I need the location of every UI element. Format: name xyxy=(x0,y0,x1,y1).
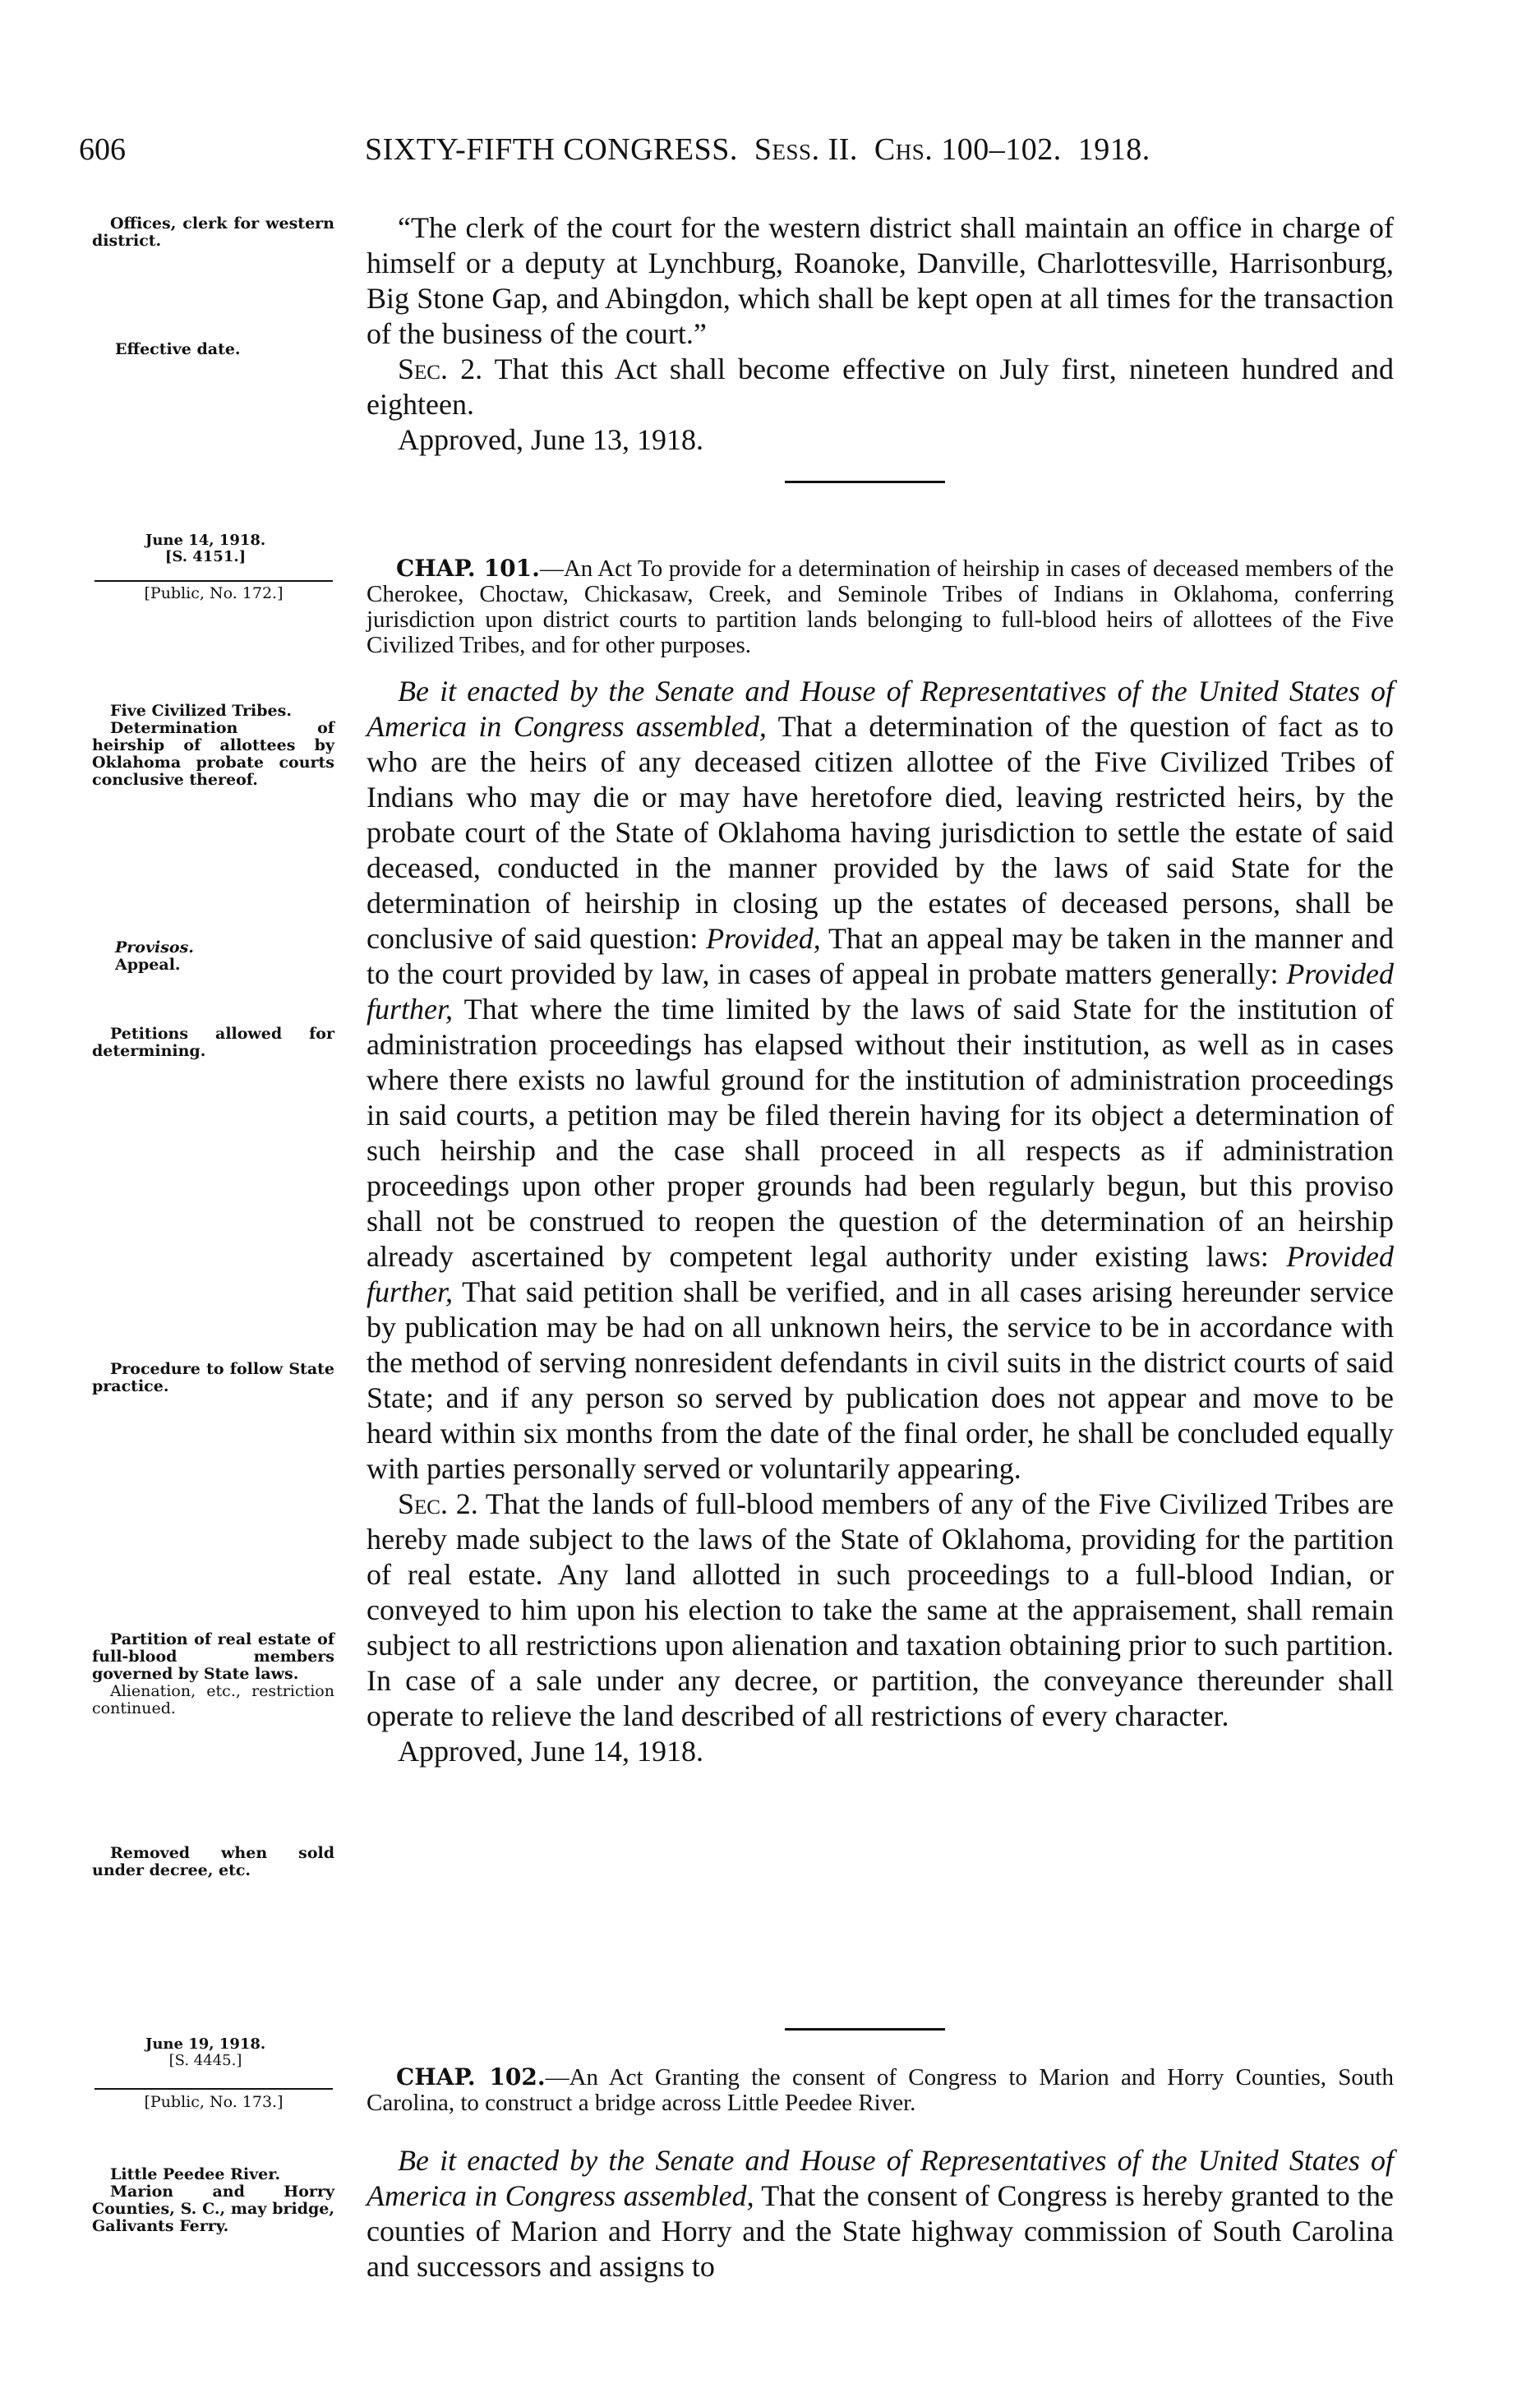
sec1-paragraph: Be it enacted by the Senate and House of Representatives of the United States of America in Congress assembled, That the consent of Congress is hereby granted to the counties of Marion and Horry and the State highway commission of South Carolina and successors and assigns to xyxy=(367,2144,1394,2283)
session-label: Sess. II. xyxy=(754,132,858,167)
sec-label: Sec. 2. xyxy=(398,353,483,385)
chap101-sidenote-date: June 14, 1918. [S. 4151.] xyxy=(145,532,266,565)
chap-title: —An Act Granting the consent of Congress to Marion and Horry Counties, South Carolina, to construct a bridge across Little Peedee River. xyxy=(367,2064,1394,2116)
chap102-heading xyxy=(367,2064,1394,2116)
congress-title: SIXTY-FIFTH CONGRESS. xyxy=(365,132,738,167)
approved-line: Approved, June 14, 1918. xyxy=(398,1735,703,1768)
clerk-quote-paragraph: “The clerk of the court for the western district shall maintain an office in charge of himself or a deputy at Lynchburg, Roanoke, Danville, Charlottesville, Harrisonburg, Big Stone Gap, and Abingdon, which shall be kept open at all times for the transaction of the business of the court.” xyxy=(367,211,1394,350)
chap102-public-number: [Public, No. 173.] xyxy=(144,2093,284,2111)
margin-note-five-tribes: Five Civilized Tribes. Determination of heirship of allottees by Oklahoma probate courts conclusive thereof. xyxy=(92,702,334,789)
chapters-label: Chs. 100–102. xyxy=(874,132,1062,167)
section-divider xyxy=(785,2028,945,2031)
margin-note-effective-date: Effective date. xyxy=(115,340,241,358)
page-number: 606 xyxy=(79,132,126,167)
running-header xyxy=(79,131,1394,173)
sidenote-rule xyxy=(95,2088,333,2090)
sidenote-rule xyxy=(95,580,333,582)
sec2-paragraph: Sec. 2. That this Act shall become effective on July first, nineteen hundred and eighteen. xyxy=(367,353,1394,421)
approved-line: Approved, June 13, 1918. xyxy=(398,423,703,456)
margin-note-petitions: Petitions allowed for determining. xyxy=(92,1025,334,1060)
chap-title: —An Act To provide for a determination of heirship in cases of deceased members of the Cherokee, Choctaw, Chickasaw, Creek, and Seminole Tribes of Indians in Oklahoma, conferring jurisdiction upon district courts to partition lands belonging to full-blood heirs of allottees of the Five Civilized Tribes, and for other purposes. xyxy=(367,556,1394,658)
margin-note-removed: Removed when sold under decree, etc. xyxy=(92,1844,334,1879)
chap101-body xyxy=(367,674,1394,1769)
chap102-body xyxy=(367,2143,1394,2284)
chap100-body xyxy=(367,210,1394,458)
margin-note-offices: Offices, clerk for western district. xyxy=(92,214,334,250)
enacting-clause: Be it enacted by the Senate and House of Representatives of the United States of America in Congress assembled, xyxy=(367,675,1394,743)
chap-label: CHAP. 101. xyxy=(396,555,540,582)
margin-note-provisos: Provisos. Appeal. xyxy=(115,938,194,974)
sec-label: Sec. 2. xyxy=(398,1487,478,1520)
section-divider xyxy=(785,481,945,483)
margin-note-procedure: Procedure to follow State practice. xyxy=(92,1360,334,1395)
running-title xyxy=(365,131,1150,168)
margin-note-partition: Partition of real estate of full-blood members governed by State laws. Alienation, etc., restriction continued. xyxy=(92,1630,334,1717)
chap101-public-number: [Public, No. 172.] xyxy=(144,584,284,602)
year-label: 1918. xyxy=(1077,132,1150,167)
chap101-heading xyxy=(367,556,1394,658)
chap102-sidenote-date: June 19, 1918. [S. 4445.] xyxy=(145,2035,266,2069)
chap-label: CHAP. 102. xyxy=(396,2063,546,2091)
sec2-paragraph: Sec. 2. That the lands of full-blood members of any of the Five Civilized Tribes are hereby made subject to the laws of the State of Oklahoma, providing for the partition of real estate. Any land allotted in such proceedings to a full-blood Indian, or conveyed to him upon his election to take the same at the appraisement, shall remain subject to all restrictions upon alienation and taxation obtaining prior to such partition. In case of a sale under any decree, or partition, the conveyance thereunder shall operate to relieve the land described of all restrictions of every character. xyxy=(367,1487,1394,1732)
enacting-clause: Be it enacted by the Senate and House of Representatives of the United States of America in Congress assembled, xyxy=(367,2144,1394,2212)
margin-note-river: Little Peedee River. Marion and Horry Counties, S. C., may bridge, Galivants Ferry. xyxy=(92,2165,334,2235)
sec1-paragraph: Be it enacted by the Senate and House of Representatives of the United States of America in Congress assembled, That a determination of the question of fact as to who are the heirs of any deceased citizen allottee of the Five Civilized Tribes of Indians who may die or may have heretofore died, leaving restricted heirs, by the probate court of the State of Oklahoma having jurisdiction to settle the estate of said deceased, conducted in the manner provided by the laws of said State for the determination of heirship in closing up the estates of deceased persons, shall be conclusive of said question: Provided, That an appeal may be taken in the manner and to the court provided by law, in cases of appeal in probate matters generally: Provided further, That where the time limited by the laws of said State for the institution of administration proceedings has elapsed without their institution, as well as in cases where there exists no lawful ground for the institution of administration proceedings in said courts, a petition may be filed therein having for its object a determination of such heirship and the case shall proceed in all respects as if administration proceedings upon other proper grounds had been regularly begun, but this proviso shall not be construed to reopen the question of the determination of an heirship already ascertained by competent legal authority under existing laws: Provided further, That said petition shall be verified, and in all cases arising hereunder service by publication may be had on all unknown heirs, the service to be in accordance with the method of serving nonresident defendants in civil suits in the district courts of said State; and if any person so served by publication does not appear and move to be heard within six months from the date of the final order, he shall be concluded equally with parties personally served or voluntarily appearing. xyxy=(367,675,1394,1485)
